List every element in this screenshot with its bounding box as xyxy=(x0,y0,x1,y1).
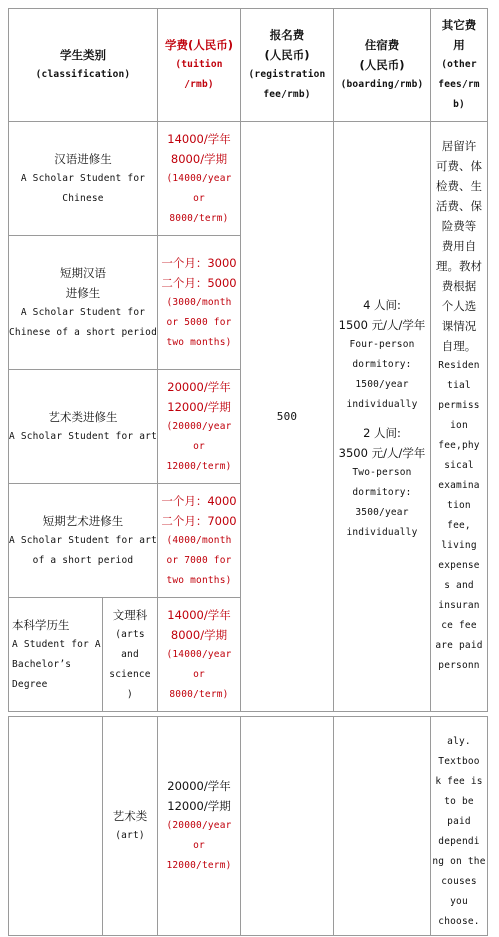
tuition-line: 14000/学年 xyxy=(167,607,231,622)
category-en: A Scholar Student for art xyxy=(9,534,157,546)
other-fees-line: couses xyxy=(441,876,477,887)
other-fees-line: ion xyxy=(450,420,468,431)
other-fees-line: 活费、保 xyxy=(436,199,482,213)
category-zh: 短期汉语 xyxy=(60,265,106,280)
category-en: Bachelor’s xyxy=(12,658,72,670)
other-fees-line: ce fee xyxy=(441,620,477,631)
other-fees-line: personn xyxy=(438,660,480,671)
other-fees-line: insuran xyxy=(438,600,480,611)
tuition-line: or xyxy=(193,840,205,851)
header-tuition-en: /rmb) xyxy=(184,79,214,90)
other-fees-line: Residen xyxy=(438,360,480,371)
other-fees-line: 课情况 xyxy=(441,319,477,333)
tuition-line: (14000/year xyxy=(166,648,232,660)
header-other-zh: 其它费 xyxy=(441,18,477,32)
table-border xyxy=(333,716,334,936)
tuition-line: 20000/学年 xyxy=(167,779,231,793)
category-cell xyxy=(9,484,157,597)
category-en: Chinese of a short period xyxy=(9,326,157,338)
other-fees-line: 自理。 xyxy=(441,339,477,353)
other-fees-line: 费根据 xyxy=(441,279,477,293)
other-fees-line: aly. xyxy=(447,736,471,747)
boarding-line: 3500 元/人/学年 xyxy=(338,446,426,460)
other-fees-line: 可费、体 xyxy=(436,159,482,173)
other-fees-line: sical xyxy=(444,460,474,471)
header-registration-zh: (人民币) xyxy=(264,48,310,62)
other-fees-line: choose. xyxy=(438,916,480,927)
header-tuition-en: (tuition xyxy=(175,59,223,70)
category-zh: 短期艺术进修生 xyxy=(42,513,124,528)
category-en: A Scholar Student for xyxy=(20,306,146,318)
other-fees-line: Textboo xyxy=(438,756,480,767)
tuition-line: 20000/学年 xyxy=(167,379,231,394)
tuition-line: 8000/term) xyxy=(169,212,229,224)
table-border xyxy=(8,711,488,712)
boarding-line: 4 人间: xyxy=(363,298,401,312)
category-zh: 艺术类进修生 xyxy=(48,409,118,424)
tuition-line: 一个月：3000 xyxy=(161,255,237,270)
header-registration xyxy=(241,9,333,121)
tuition-line: 14000/学年 xyxy=(167,131,231,146)
category-en: of a short period xyxy=(32,554,134,566)
subcategory-zh: 艺术类 xyxy=(112,809,148,823)
subcategory-cell xyxy=(103,717,157,935)
header-classification-zh: 学生类别 xyxy=(60,48,106,62)
category-en: A Student for A xyxy=(12,638,101,650)
header-other-en: b) xyxy=(453,99,465,110)
category-cell xyxy=(12,598,102,711)
header-registration-en: (registration xyxy=(248,69,326,80)
other-fees-line: tial xyxy=(447,380,471,391)
table-border xyxy=(8,935,488,936)
boarding-line: Four-person xyxy=(349,339,415,350)
tuition-line: 一个月：4000 xyxy=(161,493,237,508)
subcategory-en: ) xyxy=(127,688,133,700)
table-border xyxy=(240,716,241,936)
subcategory-en: (arts xyxy=(115,628,145,640)
subcategory-en: science xyxy=(109,668,151,680)
category-en: Chinese xyxy=(62,192,104,204)
other-fees-line: 费用自 xyxy=(441,239,477,253)
registration-fee-value: 500 xyxy=(276,409,298,423)
header-tuition-zh: 学费(人民币) xyxy=(164,38,233,52)
tuition-line: or 7000 for xyxy=(166,554,232,566)
boarding-line: individually xyxy=(346,399,418,410)
registration-fee-cell xyxy=(241,122,333,711)
tuition-line: 二个月：7000 xyxy=(161,513,237,528)
boarding-line: 3500/year xyxy=(355,507,409,518)
other-fees-line: s and xyxy=(444,580,474,591)
tuition-line: 二个月：5000 xyxy=(161,275,237,290)
boarding-line: individually xyxy=(346,527,418,538)
category-zh: 汉语进修生 xyxy=(54,151,112,166)
header-other-zh: 用 xyxy=(453,38,465,52)
tuition-line: 12000/term) xyxy=(166,860,232,871)
tuition-line: 8000/term) xyxy=(169,688,229,700)
other-fees-line: dependi xyxy=(438,836,480,847)
other-fees-line: expense xyxy=(438,560,480,571)
tuition-line: 8000/学期 xyxy=(170,151,228,166)
header-boarding-zh: (人民币) xyxy=(359,58,405,72)
tuition-line: two months) xyxy=(166,336,232,348)
tuition-cell xyxy=(158,122,240,235)
category-en: A Scholar Student for xyxy=(20,172,146,184)
other-fees-line: permiss xyxy=(438,400,480,411)
tuition-cell xyxy=(158,370,240,483)
other-fees-line: are paid xyxy=(435,640,483,651)
tuition-line: (4000/month xyxy=(166,534,232,546)
tuition-line: (3000/month xyxy=(166,296,232,308)
other-fees-cell xyxy=(431,717,487,935)
other-fees-line: tion xyxy=(447,500,471,511)
tuition-cell xyxy=(158,717,240,935)
header-classification-en: (classification) xyxy=(35,69,131,80)
other-fees-line: examina xyxy=(438,480,480,491)
other-fees-line: paid xyxy=(447,816,471,827)
table-border xyxy=(487,716,488,936)
subcategory-en: and xyxy=(121,648,139,660)
tuition-line: (20000/year xyxy=(166,420,232,432)
tuition-line: or xyxy=(193,440,205,452)
tuition-line: (14000/year xyxy=(166,172,232,184)
other-fees-line: 个人选 xyxy=(441,299,477,313)
boarding-line: Two-person xyxy=(352,467,412,478)
tuition-line: 12000/term) xyxy=(166,460,232,472)
boarding-line: 2 人间: xyxy=(363,426,401,440)
other-fees-line: k fee is xyxy=(435,776,483,787)
boarding-line: 1500/year xyxy=(355,379,409,390)
boarding-line: 1500 元/人/学年 xyxy=(338,318,426,332)
other-fees-line: fee, xyxy=(447,520,471,531)
tuition-line: or xyxy=(193,668,205,680)
category-zh: 本科学历生 xyxy=(12,617,70,632)
category-en: Degree xyxy=(12,678,48,690)
header-other-en: (other xyxy=(441,59,477,70)
header-other xyxy=(431,9,487,121)
category-en: A Scholar Student for art xyxy=(9,430,157,442)
tuition-line: 12000/学期 xyxy=(167,799,231,813)
category-cell xyxy=(9,370,157,483)
tuition-cell xyxy=(158,236,240,369)
tuition-line: or xyxy=(193,192,205,204)
other-fees-line: 居留许 xyxy=(441,139,477,153)
other-fees-line: fee,phy xyxy=(438,440,480,451)
boarding-line: dormitory: xyxy=(352,487,412,498)
category-cell xyxy=(9,236,157,369)
header-other-en: fees/rm xyxy=(438,79,480,90)
tuition-cell xyxy=(158,598,240,711)
other-fees-cell xyxy=(431,122,487,711)
header-registration-zh: 报名费 xyxy=(269,28,305,42)
header-registration-en: fee/rmb) xyxy=(263,89,311,100)
other-fees-line: 险费等 xyxy=(441,219,477,233)
tuition-line: 12000/学期 xyxy=(167,399,231,414)
tuition-line: or 5000 for xyxy=(166,316,232,328)
other-fees-line: 检费、生 xyxy=(436,179,482,193)
header-boarding xyxy=(334,9,430,121)
table-border xyxy=(8,716,488,717)
header-tuition xyxy=(158,9,240,121)
tuition-cell xyxy=(158,484,240,597)
boarding-line: dormitory: xyxy=(352,359,412,370)
header-boarding-en: (boarding/rmb) xyxy=(340,79,424,90)
table-border xyxy=(8,716,9,936)
tuition-line: (20000/year xyxy=(166,820,232,831)
category-zh: 进修生 xyxy=(65,285,101,300)
boarding-fee-cell xyxy=(334,122,430,711)
other-fees-line: living xyxy=(441,540,477,551)
tuition-line: two months) xyxy=(166,574,232,586)
other-fees-line: you xyxy=(450,896,468,907)
other-fees-line: ng on the xyxy=(432,856,486,867)
other-fees-line: to be xyxy=(444,796,474,807)
header-classification xyxy=(9,9,157,121)
subcategory-en: (art) xyxy=(115,830,145,841)
header-boarding-zh: 住宿费 xyxy=(364,38,400,52)
other-fees-line: 理。教材 xyxy=(436,259,482,273)
subcategory-cell xyxy=(103,598,157,711)
table-border xyxy=(487,8,488,712)
subcategory-zh: 文理科 xyxy=(112,607,148,622)
category-cell xyxy=(9,122,157,235)
tuition-line: 8000/学期 xyxy=(170,627,228,642)
